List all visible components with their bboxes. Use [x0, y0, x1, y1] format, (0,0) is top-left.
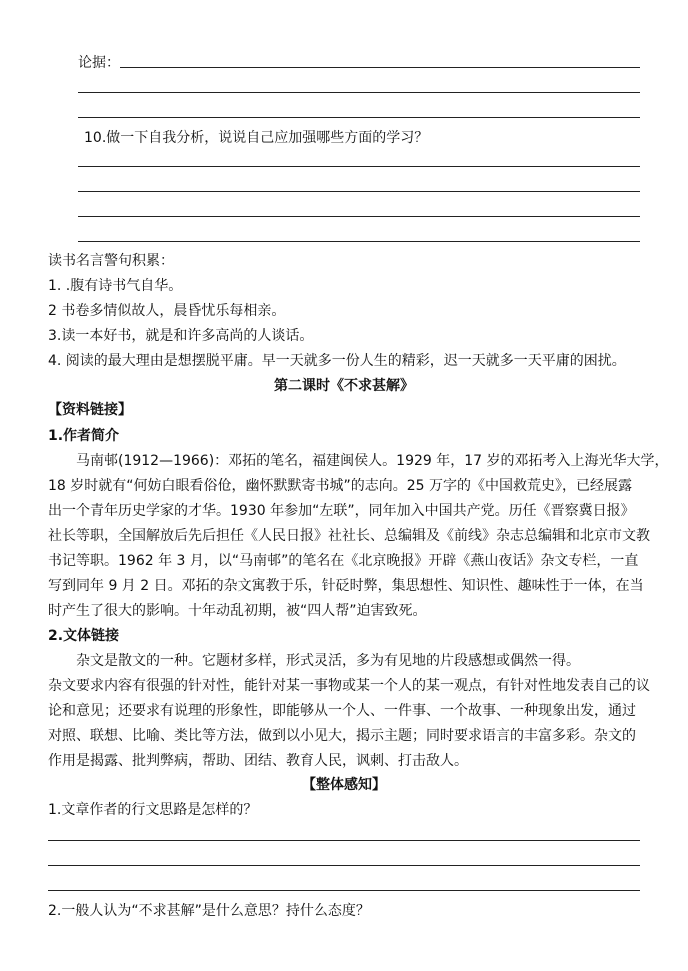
answer-line[interactable] [78, 117, 640, 118]
genre-line: 杂文是散文的一种。它题材多样，形式灵活，多为有见地的片段感想或偶然一得。 [76, 653, 580, 669]
author-heading: 1.作者简介 [48, 428, 120, 444]
overall-question-1: 1.文章作者的行文思路是怎样的？ [48, 802, 258, 818]
author-line: 写到同年 9 月 2 日。邓拓的杂文寓教于乐，针砭时弊，集思想性、知识性、趣味性于一体，在当 [48, 578, 644, 594]
quote-item: 1. .腹有诗书气自华。 [48, 278, 183, 294]
author-line: 18 岁时就有“何妨白眼看俗伧，幽怀默默寄书城”的志向。25 万字的《中国救荒史》，已经展露 [48, 478, 633, 494]
argument-label: 论据： [78, 55, 120, 71]
genre-line: 论和意见；还要求有说理的形象性，即能够从一个人、一件事、一个故事、一种现象出发，通过 [48, 703, 636, 719]
author-line: 时产生了很大的影响。十年动乱初期，被“四人帮”迫害致死。 [48, 603, 427, 619]
answer-line[interactable] [78, 166, 640, 167]
answer-line[interactable] [78, 92, 640, 93]
answer-line[interactable] [48, 865, 640, 866]
author-line: 社长等职，全国解放后先后担任《人民日报》社社长、总编辑及《前线》杂志总编辑和北京市文教 [48, 528, 650, 544]
answer-line[interactable] [48, 890, 640, 891]
genre-line: 作用是揭露、批判弊病，帮助、团结、教育人民，讽刺、打击敌人。 [48, 753, 468, 769]
answer-line[interactable] [78, 241, 640, 242]
lesson-title: 第二课时《不求甚解》 [274, 378, 414, 394]
answer-line[interactable] [120, 67, 640, 68]
genre-heading: 2.文体链接 [48, 628, 120, 644]
genre-line: 对照、联想、比喻、类比等方法，做到以小见大，揭示主题；同时要求语言的丰富多彩。杂文的 [48, 728, 636, 744]
answer-line[interactable] [78, 216, 640, 217]
quote-item: 3.读一本好书，就是和许多高尚的人谈话。 [48, 328, 314, 344]
quote-item: 2 书卷多情似故人，晨昏忧乐每相亲。 [48, 303, 286, 319]
genre-line: 杂文要求内容有很强的针对性，能针对某一事物或某一个人的某一观点，有针对性地发表自己的议 [48, 678, 650, 694]
quotes-title: 读书名言警句积累： [48, 253, 174, 269]
quote-item: 4. 阅读的最大理由是想摆脱平庸。早一天就多一份人生的精彩，迟一天就多一天平庸的困扰。 [48, 353, 626, 369]
question-10: 10.做一下自我分析，说说自己应加强哪些方面的学习？ [84, 130, 429, 146]
author-line: 书记等职。1962 年 3 月，以“马南邨”的笔名在《北京晚报》开辟《燕山夜话》杂文专栏，一直 [48, 553, 639, 569]
overall-question-2: 2.一般人认为“不求甚解”是什么意思？持什么态度？ [48, 903, 370, 919]
overall-header: 【整体感知】 [302, 777, 386, 793]
answer-line[interactable] [78, 191, 640, 192]
resources-header: 【资料链接】 [48, 402, 132, 418]
answer-line[interactable] [48, 840, 640, 841]
author-line: 马南邨(1912—1966)：邓拓的笔名，福建闽侯人。1929 年，17 岁的邓拓考入上海光华大学， [76, 453, 669, 469]
author-line: 出一个青年历史学家的才华。1930 年参加“左联”，同年加入中国共产党。历任《晋察冀日报》 [48, 503, 635, 519]
